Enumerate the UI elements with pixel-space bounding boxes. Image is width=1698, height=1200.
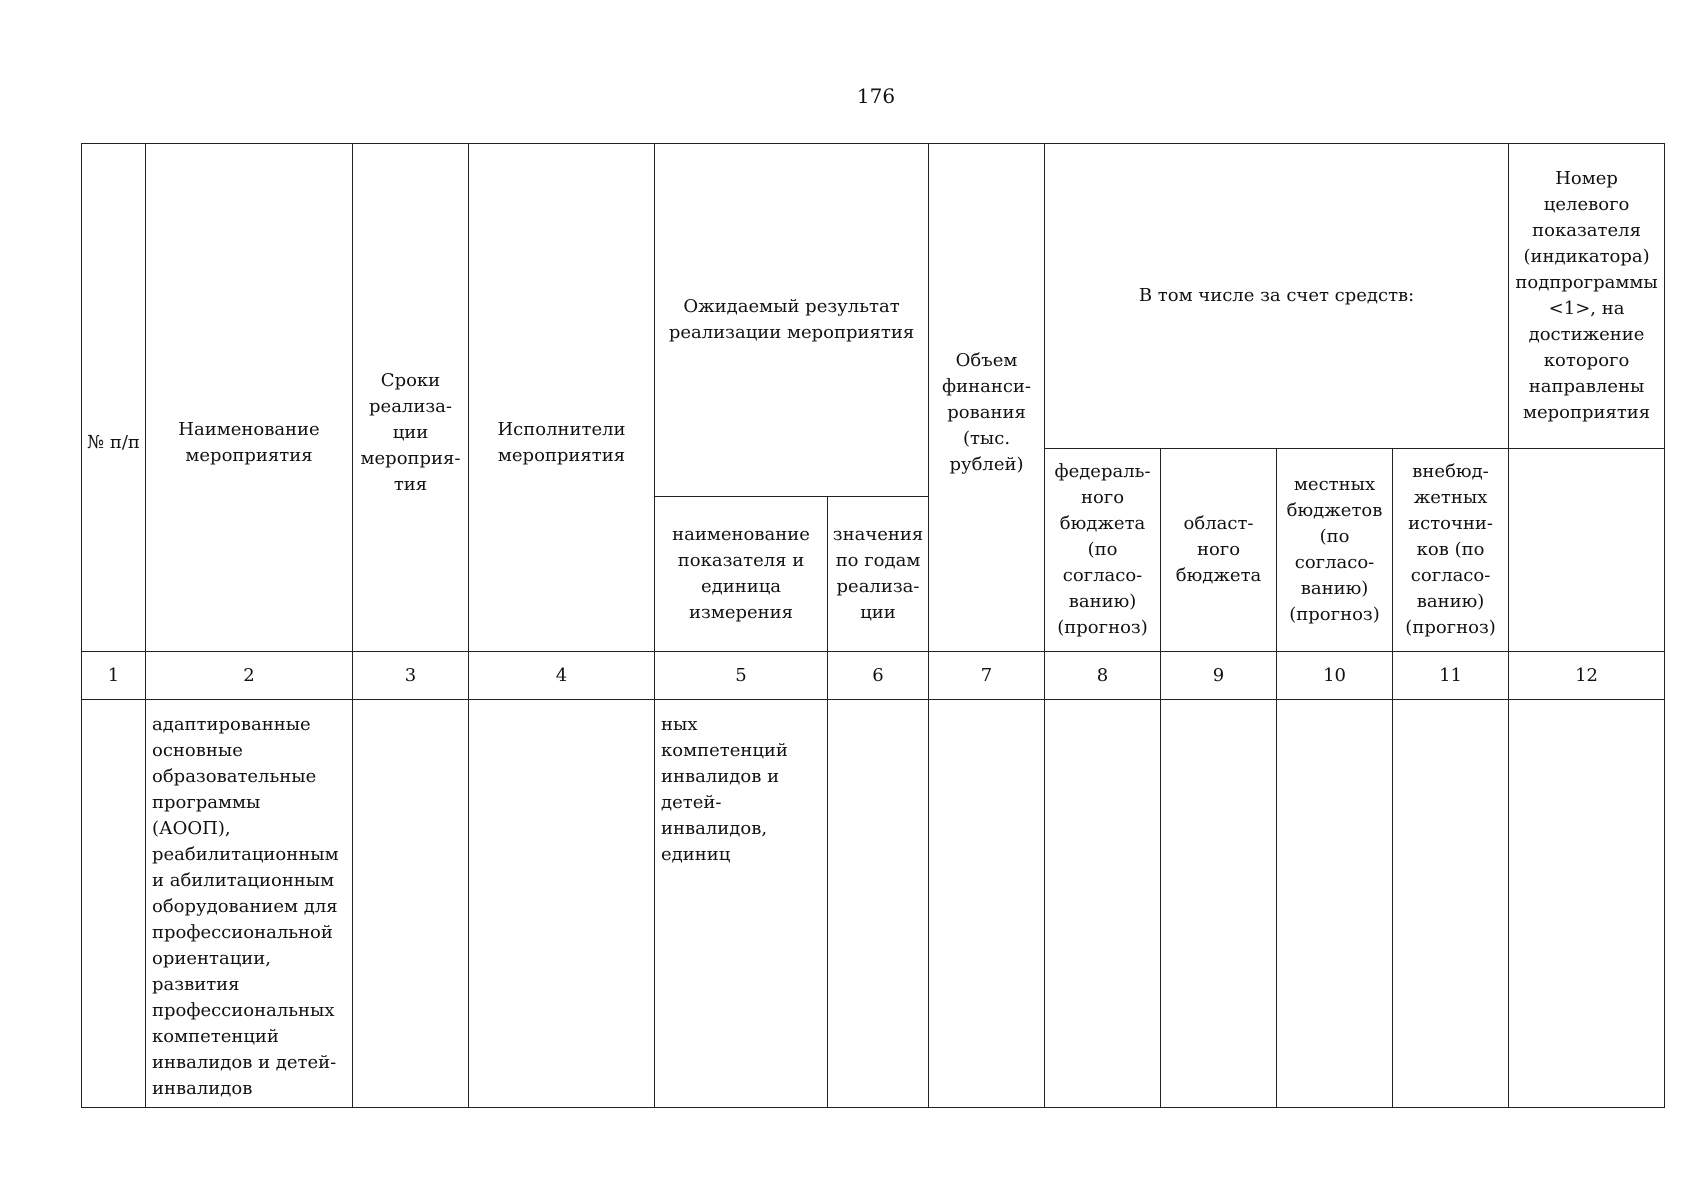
cell-regional-budget	[1161, 700, 1277, 1108]
text-line: развития	[152, 974, 240, 995]
cell-timeframe	[353, 700, 469, 1108]
header-executors: Исполнители мероприятия	[469, 144, 655, 652]
col-number-12: 12	[1509, 652, 1665, 700]
text-line: ных	[661, 714, 698, 735]
header-funding-volume: Объем финанси-рования (тыс. рублей)	[929, 144, 1045, 652]
cell-funding-volume	[929, 700, 1045, 1108]
cell-activity-name	[146, 700, 353, 1108]
text-line: основные	[152, 740, 243, 761]
text-line: образовательные	[152, 766, 317, 787]
text-line: инвалидов	[152, 1078, 253, 1099]
header-values-by-year: значения по годам реализа-ции	[828, 497, 929, 652]
text-line: адаптированные	[152, 714, 311, 735]
text-line: программы	[152, 792, 261, 813]
header-target-indicator: Номер целевого показателя (индикатора) подпрограммы <1>, на достижение которого направлены мероприятия	[1509, 144, 1665, 449]
header-expected-result: Ожидаемый результат реализации мероприятия	[655, 144, 929, 497]
text-line: единиц	[661, 844, 731, 865]
col-number-2: 2	[146, 652, 353, 700]
cell-values-by-year	[828, 700, 929, 1108]
table-row	[82, 700, 1665, 1108]
col-number-3: 3	[353, 652, 469, 700]
text-line: (АООП),	[152, 818, 231, 839]
header-timeframe: Сроки реализа-ции мероприя-тия	[353, 144, 469, 652]
activities-table	[81, 143, 1665, 1108]
header-federal-budget: федераль-ного бюджета (по согласо-ванию) (прогноз)	[1045, 449, 1161, 652]
cell-local-budgets	[1277, 700, 1393, 1108]
col-number-8: 8	[1045, 652, 1161, 700]
page-number: 176	[856, 84, 896, 108]
header-regional-budget: област-ного бюджета	[1161, 449, 1277, 652]
col-number-5: 5	[655, 652, 828, 700]
col-number-7: 7	[929, 652, 1045, 700]
header-activity-name: Наименование мероприятия	[146, 144, 353, 652]
col-number-4: 4	[469, 652, 655, 700]
cell-target-indicator	[1509, 700, 1665, 1108]
text-line: инвалидов и	[661, 766, 780, 787]
text-line: инвалидов и детей-	[152, 1052, 337, 1073]
text-line: инвалидов,	[661, 818, 768, 839]
text-line: компетенций	[152, 1026, 279, 1047]
col-number-6: 6	[828, 652, 929, 700]
text-line: детей-	[661, 792, 722, 813]
header-number: № п/п	[82, 144, 146, 652]
col-number-11: 11	[1393, 652, 1509, 700]
text-line: профессиональных	[152, 1000, 335, 1021]
header-including: В том числе за счет средств:	[1045, 144, 1509, 449]
text-line: компетенций	[661, 740, 788, 761]
cell-number	[82, 700, 146, 1108]
col-number-10: 10	[1277, 652, 1393, 700]
header-extrabudgetary-sources: внебюд-жетных источни-ков (по согласо-ванию) (прогноз)	[1393, 449, 1509, 652]
text-line: реабилитационным	[152, 844, 339, 865]
header-target-indicator-empty	[1509, 449, 1665, 652]
cell-executors	[469, 700, 655, 1108]
header-indicator-name: наименование показателя и единица измерения	[655, 497, 828, 652]
cell-federal-budget	[1045, 700, 1161, 1108]
col-number-9: 9	[1161, 652, 1277, 700]
text-line: и абилитационным	[152, 870, 335, 891]
text-line: оборудованием для	[152, 896, 338, 917]
cell-indicator-name	[655, 700, 828, 1108]
header-local-budgets: местных бюджетов (по согласо-ванию) (прогноз)	[1277, 449, 1393, 652]
text-line: профессиональной	[152, 922, 333, 943]
col-number-1: 1	[82, 652, 146, 700]
cell-extrabudgetary-sources	[1393, 700, 1509, 1108]
text-line: ориентации,	[152, 948, 271, 969]
